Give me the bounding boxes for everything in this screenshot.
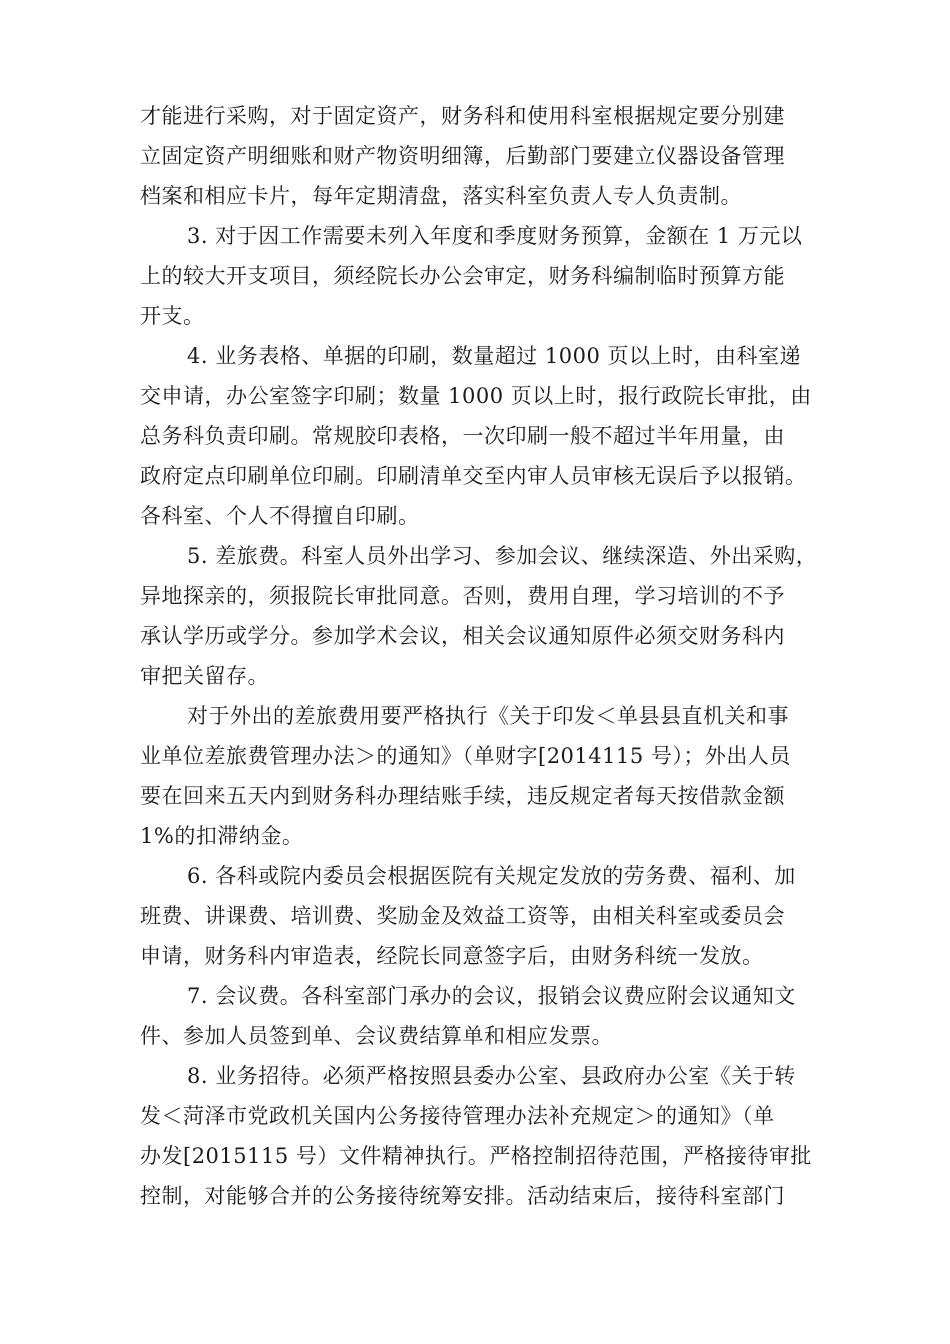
text-line: 要在回来五天内到财务科办理结账手续，违反规定者每天按借款金额 <box>140 784 785 808</box>
text-line: 件、参加人员签到单、会议费结算单和相应发票。 <box>140 1024 613 1048</box>
text-line: 4. 业务表格、单据的印刷，数量超过 1000 页以上时，由科室递 <box>187 344 802 368</box>
text-line: 发＜菏泽市党政机关国内公务接待管理办法补充规定＞的通知》（单 <box>140 1104 775 1128</box>
text-line: 总务科负责印刷。常规胶印表格，一次印刷一般不超过半年用量，由 <box>140 424 785 448</box>
text-line: 5. 差旅费。科室人员外出学习、参加会议、继续深造、外出采购， <box>187 544 818 568</box>
text-line: 政府定点印刷单位印刷。印刷清单交至内审人员审核无误后予以报销。 <box>140 464 807 488</box>
text-line: 控制，对能够合并的公务接待统筹安排。活动结束后，接待科室部门 <box>140 1184 785 1208</box>
text-line: 业单位差旅费管理办法＞的通知》（单财字[2014115 号）；外出人员 <box>140 744 791 768</box>
text-line: 各科室、个人不得擅自印刷。 <box>140 504 420 528</box>
text-line: 才能进行采购，对于固定资产，财务科和使用科室根据规定要分别建 <box>140 104 785 128</box>
text-line: 8. 业务招待。必须严格按照县委办公室、县政府办公室《关于转 <box>187 1064 796 1088</box>
text-line: 1%的扣滞纳金。 <box>140 824 304 848</box>
text-line: 班费、讲课费、培训费、奖励金及效益工资等，由相关科室或委员会 <box>140 904 785 928</box>
text-line: 3. 对于因工作需要未列入年度和季度财务预算，金额在 1 万元以 <box>187 224 803 248</box>
text-line: 对于外出的差旅费用要严格执行《关于印发＜单县县直机关和事 <box>187 704 789 728</box>
text-line: 立固定资产明细账和财产物资明细簿，后勤部门要建立仪器设备管理 <box>140 144 785 168</box>
text-line: 申请，财务科内审造表，经院长同意签字后，由财务科统一发放。 <box>140 944 764 968</box>
text-line: 7. 会议费。各科室部门承办的会议，报销会议费应附会议通知文 <box>187 984 796 1008</box>
text-line: 审把关留存。 <box>140 664 269 688</box>
text-line: 6. 各科或院内委员会根据医院有关规定发放的劳务费、福利、加 <box>187 864 796 888</box>
text-line: 档案和相应卡片，每年定期清盘，落实科室负责人专人负责制。 <box>140 184 742 208</box>
text-line: 异地探亲的，须报院长审批同意。否则，费用自理，学习培训的不予 <box>140 584 785 608</box>
text-line: 交申请，办公室签字印刷；数量 1000 页以上时，报行政院长审批，由 <box>140 384 812 408</box>
text-line: 承认学历或学分。参加学术会议，相关会议通知原件必须交财务科内 <box>140 624 785 648</box>
text-line: 开支。 <box>140 304 205 328</box>
text-line: 办发[2015115 号）文件精神执行。严格控制招待范围，严格接待审批 <box>140 1144 812 1168</box>
text-line: 上的较大开支项目，须经院长办公会审定，财务科编制临时预算方能 <box>140 264 785 288</box>
